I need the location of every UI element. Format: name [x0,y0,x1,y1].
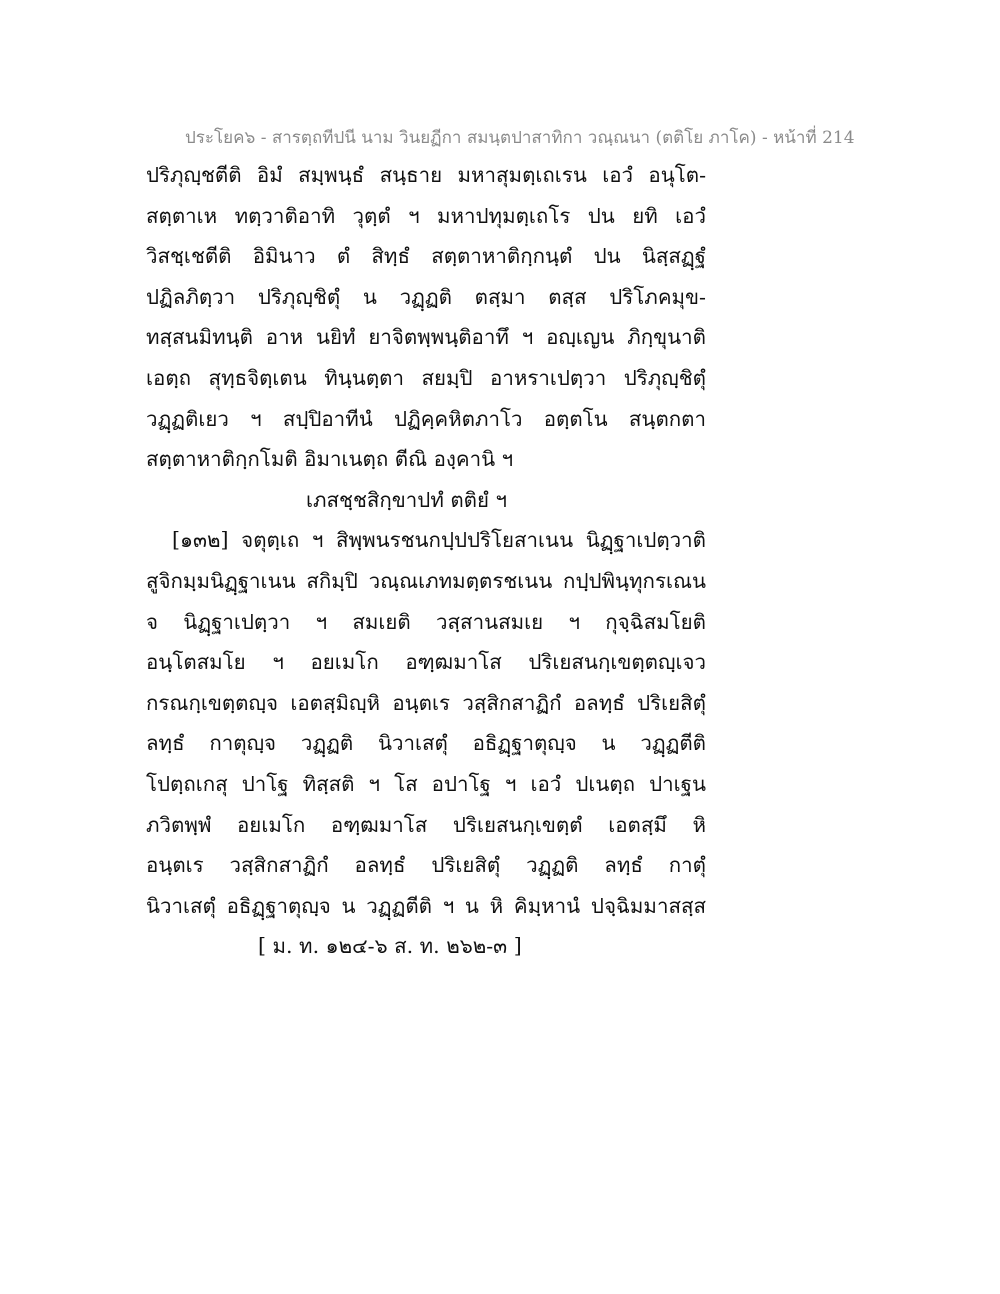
paragraph-start-line: [๑๓๒] จตุตฺเถ ฯ สิพฺพนรชนกปฺปปริโยสาเนน นิฏฺฐาเปตฺวาติ [172,528,706,553]
text-line: ทสฺสนมิทนฺติ อาห นยิทํ ยาจิตพฺพนฺติอาทึ ฯ อญฺเญน ภิกฺขุนาติ [146,325,706,350]
text-line: อนฺโตสมโย ฯ อยเมโก อฑฺฒมาโส ปริเยสนกฺเขตฺตญฺเจว [146,650,706,675]
text-line: อนฺตเร วสฺสิกสาฏิกํ อลทฺธํ ปริเยสิตุํ วฏฺฏติ ลทฺธํ กาตุํ [146,853,706,878]
text-line: ภวิตพฺพํ อยเมโก อฑฺฒมาโส ปริเยสนกฺเขตฺตํ เอตสฺมึ หิ [146,812,706,837]
text-line: ปฏิลภิตฺวา ปริภุญฺชิตุํ น วฏฺฏติ ตสฺมา ตสฺส ปริโภคมุข- [146,284,706,309]
running-header: ประโยค๖ - สารตฺถทีปนี นาม วินยฏีกา สมนฺตปาสาทิกา วณฺณนา (ตติโย ภาโค) - หน้าที่ 214 [185,128,855,148]
text-line: นิวาเสตุํ อธิฏฺฐาตุญฺจ น วฏฺฏตีติ ฯ น หิ คิมฺหานํ ปจฺฉิมมาสสฺส [146,893,706,918]
text-line: วิสชฺเชตีติ อิมินาว ตํ สิทฺธํ สตฺตาหาติกฺกนฺตํ ปน นิสฺสฏฺฐํ [146,244,706,269]
text-line: เอตฺถ สุทฺธจิตฺเตน ทินฺนตฺตา สยมฺปิ อาหราเปตฺวา ปริภุญฺชิตุํ [146,365,706,390]
text-line: สตฺตาหาติกฺกโมติ อิมาเนตฺถ ตีณิ องฺคานิ ฯ [146,447,514,472]
text-line: โปตฺถเกสุ ปาโฐ ทิสฺสติ ฯ โส อปาโฐ ฯ เอวํ ปเนตฺถ ปาเฐน [146,771,706,796]
section-heading: เภสชฺชสิกฺขาปทํ ตติยํ ฯ [306,487,508,512]
citation-reference: [ ม. ท. ๑๒๔-๖ ส. ท. ๒๖๒-๓ ] [258,934,522,959]
text-line: ปริภุญฺชตีติ อิมํ สมฺพนฺธํ สนฺธาย มหาสุมตฺเถเรน เอวํ อนุโต- [146,163,706,187]
text-line: จ นิฏฺฐาเปตฺวา ฯ สมเยติ วสฺสานสมเย ฯ กุจฺฉิสมโยติ [146,609,706,634]
text-line: สูจิกมฺมนิฏฺฐาเนน สกิมฺปิ วณฺณเภทมตฺตรชเนน กปฺปพินฺทุกรเณน [146,568,706,593]
text-line: สตฺตาเห ทตฺวาติอาทิ วุตฺตํ ฯ มหาปทุมตฺเถโร ปน ยทิ เอวํ [146,203,706,228]
body-text [146,155,706,967]
text-line: วฏฺฏติเยว ฯ สปฺปิอาทีนํ ปฏิคฺคหิตภาโว อตฺตโน สนฺตกตา [146,406,706,431]
text-line: ลทฺธํ กาตุญฺจ วฏฺฏติ นิวาเสตุํ อธิฏฺฐาตุญฺจ น วฏฺฏตีติ [146,731,706,756]
text-line: กรณกฺเขตฺตญฺจ เอตสฺมิญฺหิ อนฺตเร วสฺสิกสาฏิกํ อลทฺธํ ปริเยสิตุํ [146,690,706,715]
